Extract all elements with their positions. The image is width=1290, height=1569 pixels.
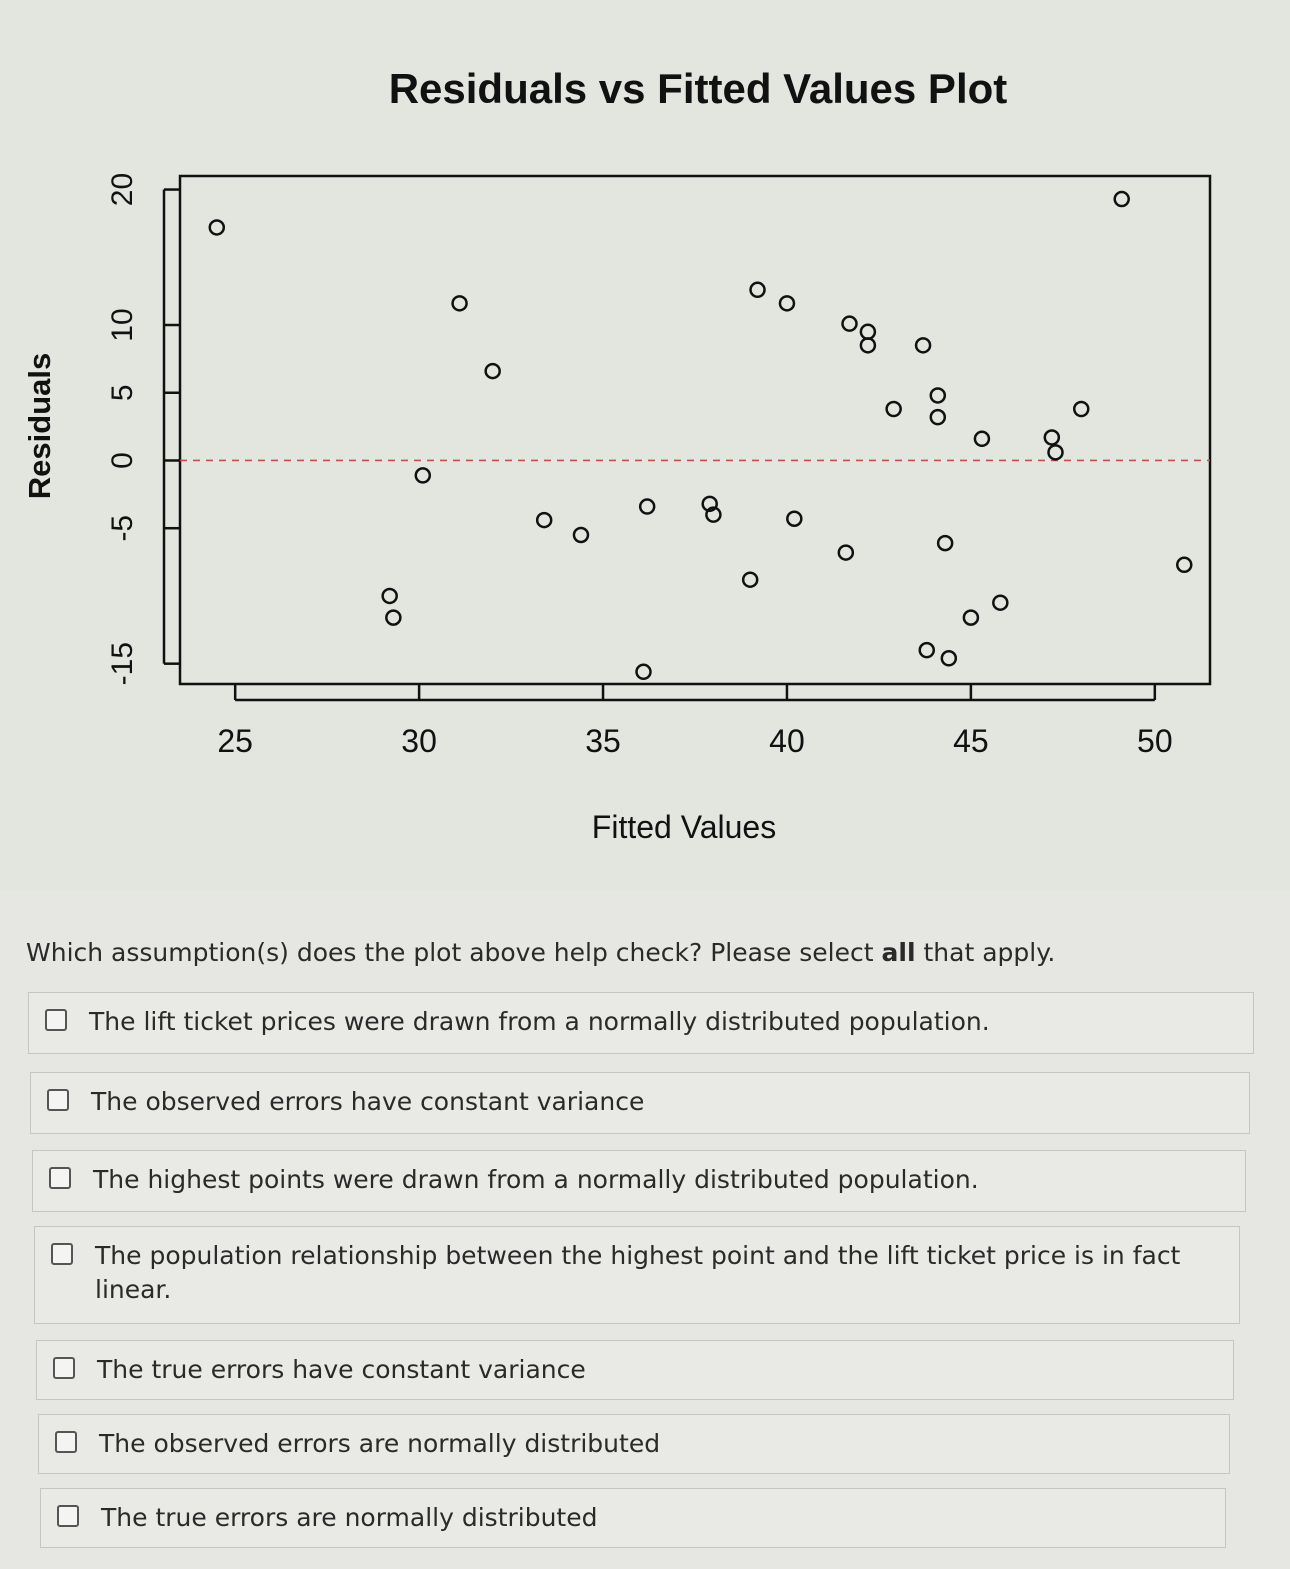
data-point bbox=[938, 536, 952, 550]
data-point bbox=[1045, 430, 1059, 444]
checkbox-icon[interactable] bbox=[55, 1431, 77, 1453]
x-tick-label: 30 bbox=[401, 723, 437, 759]
x-axis-label: Fitted Values bbox=[591, 809, 777, 845]
option-linear-relationship[interactable] bbox=[34, 1226, 1240, 1324]
option-normal-prices[interactable] bbox=[28, 992, 1254, 1054]
data-point bbox=[931, 410, 945, 424]
x-tick-label: 40 bbox=[769, 723, 805, 759]
question-prefix: Which assumption(s) does the plot above help check? Please select bbox=[26, 938, 882, 967]
y-tick-label: 0 bbox=[106, 452, 139, 469]
y-tick-label: -15 bbox=[106, 642, 139, 686]
checkbox-icon[interactable] bbox=[49, 1167, 71, 1189]
data-point bbox=[920, 643, 934, 657]
data-point bbox=[931, 388, 945, 402]
data-point bbox=[1177, 558, 1191, 572]
data-point bbox=[839, 546, 853, 560]
data-point bbox=[1115, 192, 1129, 206]
y-axis-label: Residuals bbox=[22, 352, 57, 500]
question-emphasis: all bbox=[881, 938, 916, 967]
y-axis bbox=[106, 173, 180, 686]
option-label: The observed errors have constant variance bbox=[91, 1087, 645, 1116]
option-observed-constant-variance[interactable] bbox=[30, 1072, 1250, 1134]
checkbox-icon[interactable] bbox=[57, 1505, 79, 1527]
data-point bbox=[416, 468, 430, 482]
option-label: The highest points were drawn from a normally distributed population. bbox=[93, 1165, 979, 1194]
data-point bbox=[1074, 402, 1088, 416]
data-point bbox=[843, 317, 857, 331]
data-point bbox=[861, 338, 875, 352]
option-true-normal[interactable] bbox=[40, 1488, 1226, 1548]
x-tick-label: 35 bbox=[585, 723, 621, 759]
data-point bbox=[1049, 445, 1063, 459]
y-tick-label: 5 bbox=[106, 384, 139, 402]
checkbox-icon[interactable] bbox=[45, 1009, 67, 1031]
y-tick-label: 20 bbox=[106, 172, 139, 207]
y-tick-label: -5 bbox=[106, 514, 139, 542]
question-suffix: that apply. bbox=[915, 938, 1056, 967]
data-points bbox=[210, 192, 1191, 679]
data-point bbox=[574, 528, 588, 542]
data-point bbox=[486, 364, 500, 378]
option-label: The true errors are normally distributed bbox=[101, 1503, 598, 1532]
chart-title: Residuals vs Fitted Values Plot bbox=[388, 65, 1008, 112]
data-point bbox=[975, 432, 989, 446]
x-tick-label: 25 bbox=[217, 723, 253, 759]
option-true-constant-variance[interactable] bbox=[36, 1340, 1234, 1400]
data-point bbox=[640, 500, 654, 514]
data-point bbox=[637, 665, 651, 679]
data-point bbox=[537, 513, 551, 527]
plot-frame bbox=[180, 176, 1210, 684]
data-point bbox=[743, 573, 757, 587]
data-point bbox=[787, 512, 801, 526]
option-observed-normal[interactable] bbox=[38, 1414, 1230, 1474]
data-point bbox=[453, 296, 467, 310]
checkbox-icon[interactable] bbox=[51, 1243, 73, 1265]
option-normal-highest-points[interactable] bbox=[32, 1150, 1246, 1212]
data-point bbox=[993, 596, 1007, 610]
data-point bbox=[887, 402, 901, 416]
data-point bbox=[942, 651, 956, 665]
option-label: The lift ticket prices were drawn from a normally distributed population. bbox=[89, 1007, 990, 1036]
x-tick-label: 50 bbox=[1137, 723, 1173, 759]
x-tick-label: 45 bbox=[953, 723, 989, 759]
option-label: The population relationship between the highest point and the lift ticket price is in fact linear. bbox=[95, 1241, 1181, 1304]
checkbox-icon[interactable] bbox=[53, 1357, 75, 1379]
checkbox-icon[interactable] bbox=[47, 1089, 69, 1111]
data-point bbox=[964, 611, 978, 625]
data-point bbox=[386, 611, 400, 625]
data-point bbox=[780, 296, 794, 310]
data-point bbox=[861, 325, 875, 339]
data-point bbox=[210, 220, 224, 234]
x-axis bbox=[217, 684, 1172, 759]
question-prompt bbox=[26, 938, 1256, 967]
y-tick-label: 10 bbox=[106, 308, 139, 342]
data-point bbox=[751, 283, 765, 297]
option-label: The observed errors are normally distributed bbox=[99, 1429, 661, 1458]
data-point bbox=[383, 589, 397, 603]
option-label: The true errors have constant variance bbox=[97, 1355, 586, 1384]
data-point bbox=[916, 338, 930, 352]
